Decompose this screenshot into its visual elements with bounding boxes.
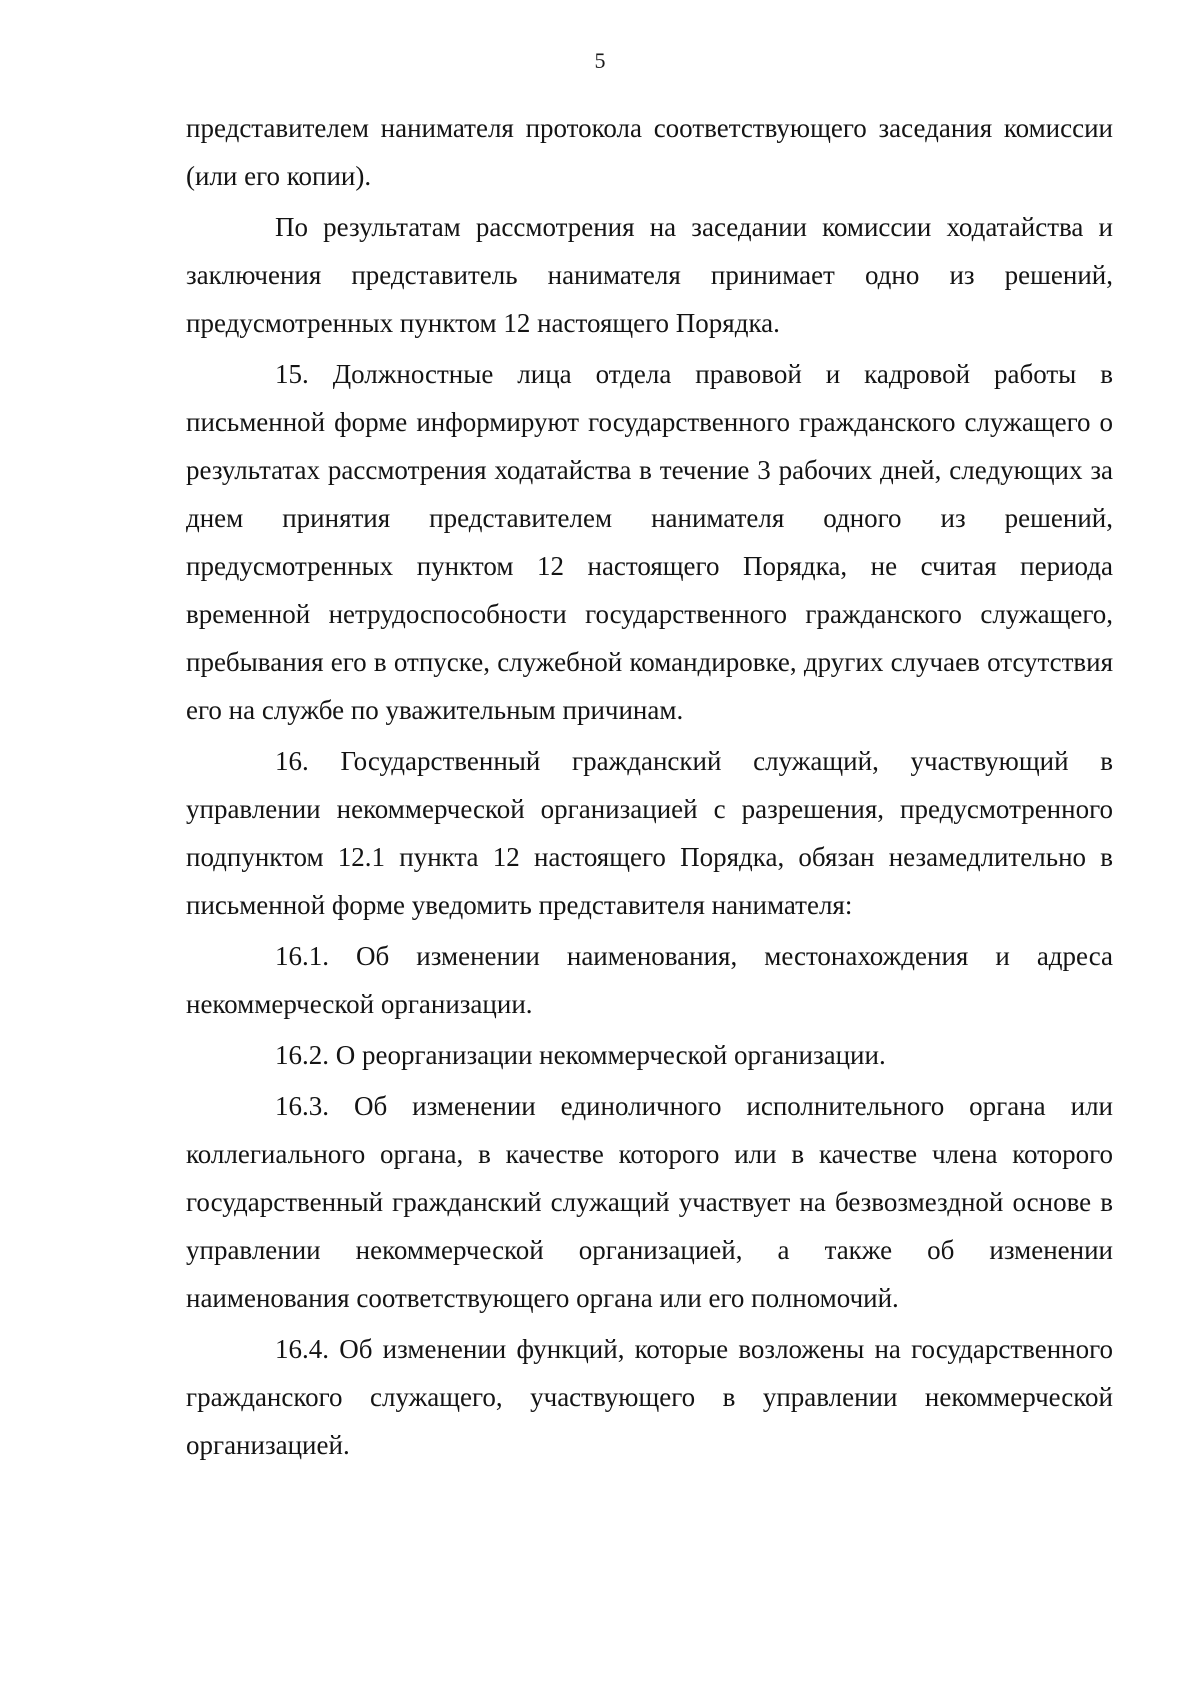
paragraph-item-16: 16. Государственный гражданский служащий, участвующий в управлении некоммерческой организацией с разрешения, предусмотренного подпунктом 12.1 пункта 12 настоящего Порядка, обязан незамедлительно в письменной форме уведомить представителя нанимателя: [186,746,1113,920]
document-body [186,104,1113,1469]
paragraph-item-16-2: 16.2. О реорганизации некоммерческой организации. [275,1040,886,1070]
paragraph-item-15: 15. Должностные лица отдела правовой и кадровой работы в письменной форме информируют государственного гражданского служащего о результатах рассмотрения ходатайства в течение 3 рабочих дней, следующих за днем принятия представителем нанимателя одного из решений, предусмотренных пунктом 12 настоящего Порядка, не считая периода временной нетрудоспособности государственного гражданского служащего, пребывания его в отпуске, служебной командировке, других случаев отсутствия его на службе по уважительным причинам. [186,359,1113,725]
page-number: 5 [594,48,606,73]
paragraph-review-results: По результатам рассмотрения на заседании комиссии ходатайства и заключения представитель нанимателя принимает одно из решений, предусмотренных пунктом 12 настоящего Порядка. [186,212,1113,338]
paragraph-item-16-3: 16.3. Об изменении единоличного исполнительного органа или коллегиального органа, в качестве которого или в качестве члена которого государственный гражданский служащий участвует на безвозмездной основе в управлении некоммерческой организацией, а также об изменении наименования соответствующего органа или его полномочий. [186,1091,1113,1313]
paragraph-item-16-4: 16.4. Об изменении функций, которые возложены на государственного гражданского служащего, участвующего в управлении некоммерческой организацией. [186,1334,1113,1460]
paragraph-item-16-1: 16.1. Об изменении наименования, местонахождения и адреса некоммерческой организации. [186,941,1113,1019]
paragraph-continuation: представителем нанимателя протокола соответствующего заседания комиссии (или его копии). [186,113,1113,191]
